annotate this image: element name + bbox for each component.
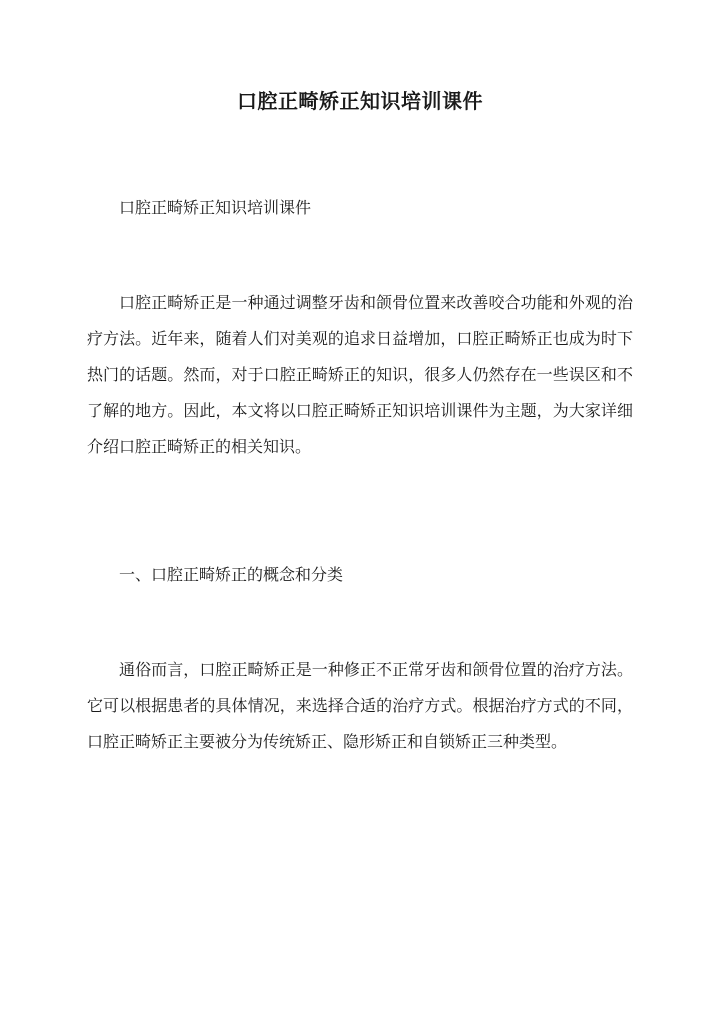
section-heading-1: 一、口腔正畸矫正的概念和分类 — [119, 565, 344, 584]
intro-paragraph: 口腔正畸矫正是一种通过调整牙齿和颌骨位置来改善咬合功能和外观的治疗方法。近年来，随着人们对美观的追求日益增加，口腔正畸矫正也成为时下热门的话题。然而，对于口腔正畸矫正的知识，很多人仍然存在一些误区和不了解的地方。因此，本文将以口腔正畸矫正知识培训课件为主题，为大家详细介绍口腔正畸矫正的相关知识。 — [87, 293, 633, 456]
document-subtitle: 口腔正畸矫正知识培训课件 — [119, 198, 312, 217]
section-1-paragraph: 通俗而言，口腔正畸矫正是一种修正不正常牙齿和颌骨位置的治疗方法。它可以根据患者的具体情况，来选择合适的治疗方式。根据治疗方式的不同，口腔正畸矫正主要被分为传统矫正、隐形矫正和自锁矫正三种类型。 — [87, 660, 633, 751]
document-title: 口腔正畸矫正知识培训课件 — [237, 89, 483, 113]
